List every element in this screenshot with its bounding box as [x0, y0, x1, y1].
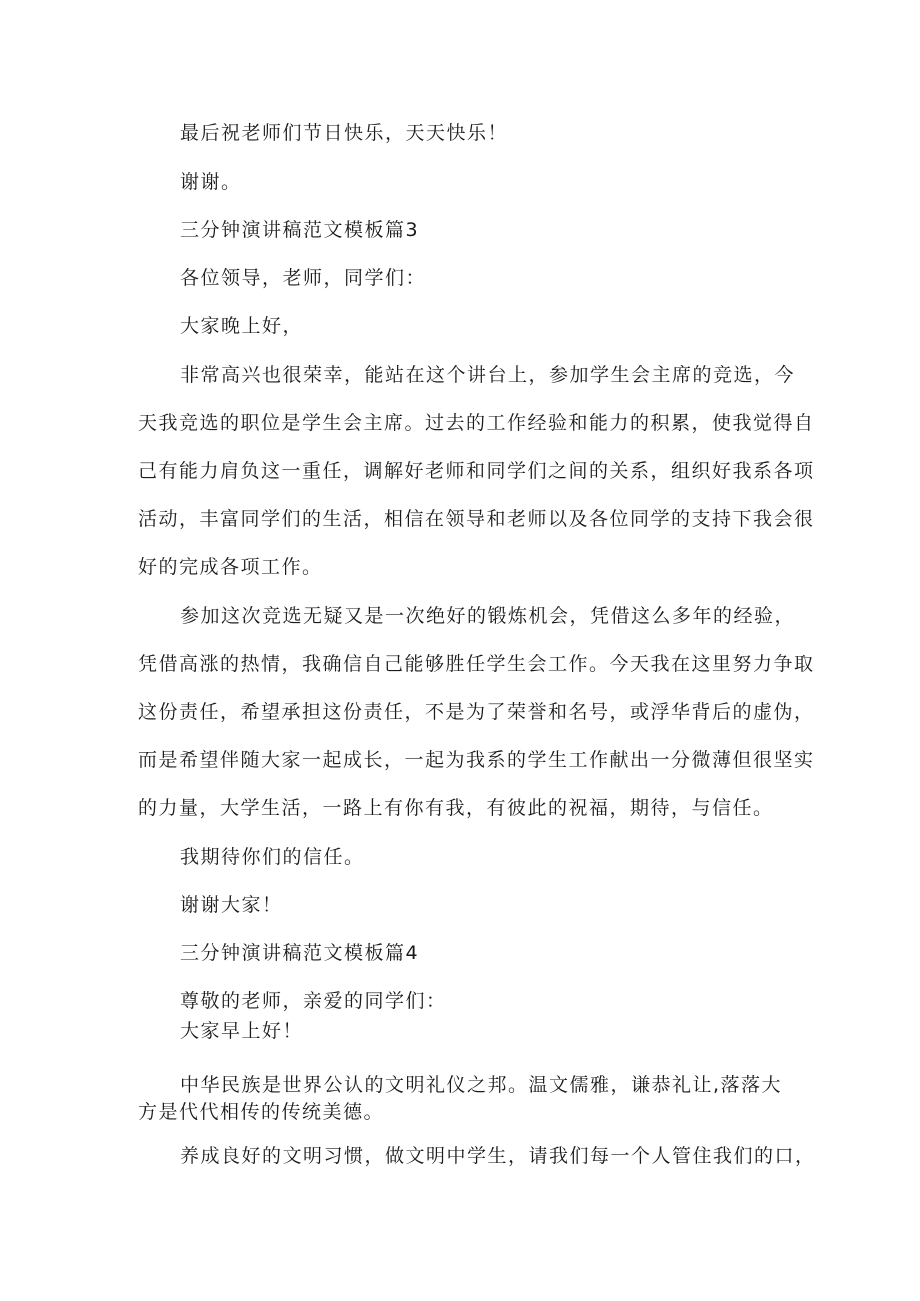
salutation-line: 尊敬的老师，亲爱的同学们：: [180, 990, 447, 1012]
section-heading: 三分钟演讲稿范文模板篇4: [180, 942, 420, 964]
paragraph-line: 谢谢大家！: [180, 894, 283, 916]
paragraph-line: 的力量，大学生活，一路上有你有我，有彼此的祝福，期待，与信任。: [138, 797, 774, 819]
paragraph-line: 天我竞选的职位是学生会主席。过去的工作经验和能力的积累，使我觉得自: [138, 412, 815, 434]
paragraph-line: 好的完成各项工作。: [138, 556, 323, 578]
paragraph-line: 最后祝老师们节日快乐，天天快乐！: [180, 122, 509, 144]
paragraph-line: 养成良好的文明习惯，做文明中学生，请我们每一个人管住我们的口，: [180, 1145, 816, 1167]
salutation-line: 各位领导，老师，同学们：: [180, 267, 427, 289]
paragraph-line: 非常高兴也很荣幸，能站在这个讲台上，参加学生会主席的竞选，今: [180, 364, 796, 386]
paragraph-line: 谢谢。: [180, 171, 242, 193]
paragraph-line: 己有能力肩负这一重任，调解好老师和同学们之间的关系，组织好我系各项: [138, 460, 815, 482]
paragraph-line: 而是希望伴随大家一起成长，一起为我系的学生工作献出一分微薄但很坚实: [138, 749, 815, 771]
paragraph-line: 我期待你们的信任。: [180, 846, 365, 868]
section-heading: 三分钟演讲稿范文模板篇3: [180, 219, 420, 241]
paragraph-line: 凭借高涨的热情，我确信自己能够胜任学生会工作。今天我在这里努力争取: [138, 653, 815, 675]
paragraph-line: 参加这次竞选无疑又是一次绝好的锻炼机会，凭借这么多年的经验，: [180, 605, 796, 627]
paragraph-line: 这份责任，希望承担这份责任，不是为了荣誉和名号，或浮华背后的虚伪，: [138, 701, 815, 723]
greeting-line: 大家晚上好，: [180, 315, 304, 337]
paragraph-line: 活动，丰富同学们的生活，相信在领导和老师以及各位同学的支持下我会很: [138, 508, 815, 530]
paragraph-line: 中华民族是世界公认的文明礼仪之邦。温文儒雅，谦恭礼让,落落大: [180, 1074, 783, 1096]
greeting-line: 大家早上好！: [180, 1020, 304, 1042]
paragraph-line: 方是代代相传的传统美德。: [138, 1101, 385, 1123]
